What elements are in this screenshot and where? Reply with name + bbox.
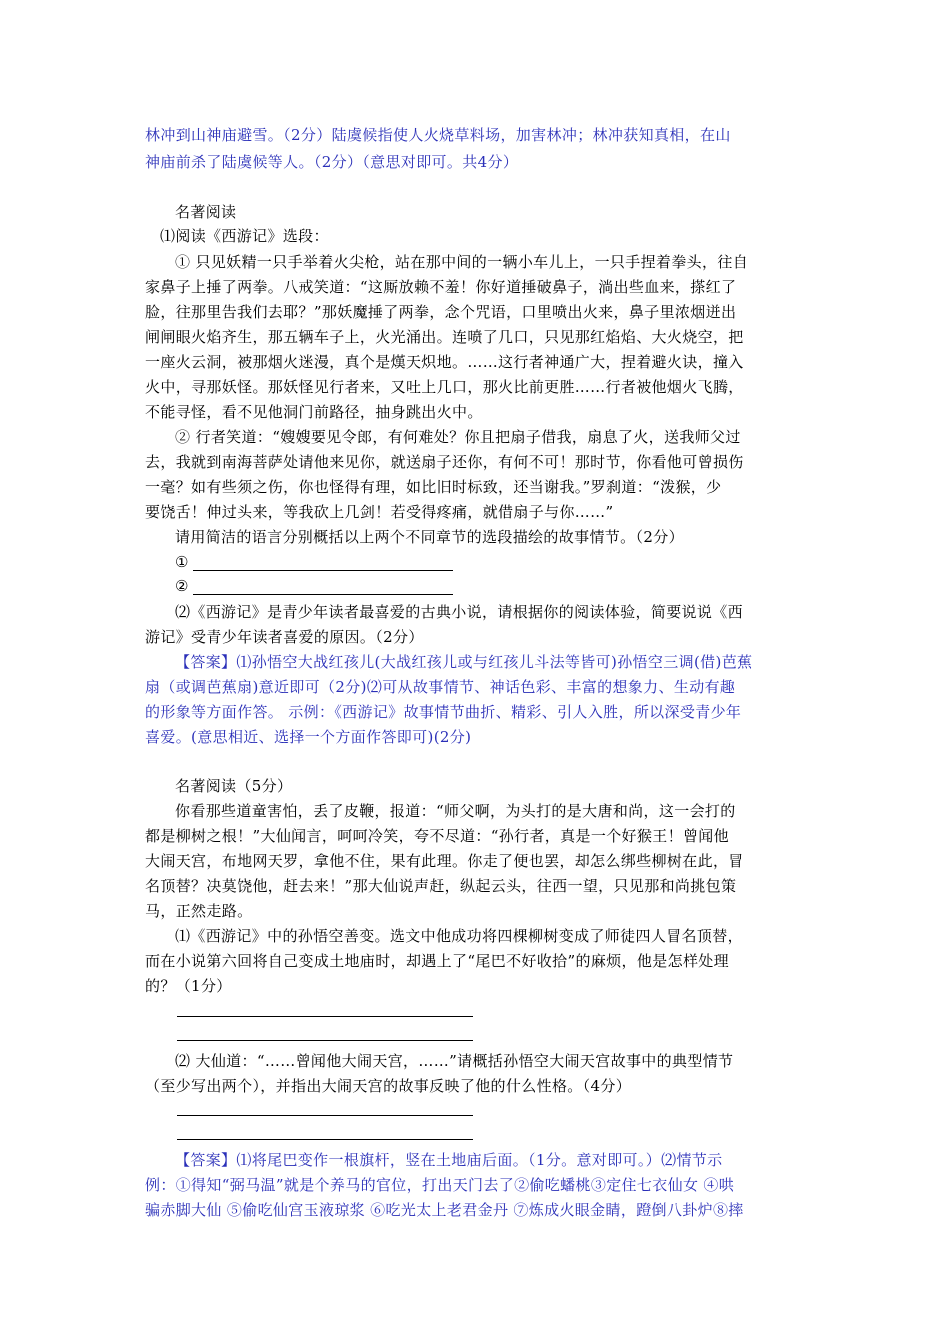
passage-line: 要饶舌！伸过头来，等我砍上几剑！若受得疼痛，就借扇子与你……”	[145, 503, 614, 521]
passage-line: ① 只见妖精一只手举着火尖枪，站在那中间的一辆小车儿上，一只手捏着拳头，往自	[175, 253, 749, 271]
answer-line: 神庙前杀了陆虞候等人。（2分）（意思对即可。共4分）	[145, 153, 519, 171]
passage-line: 不能寻怪，看不见他洞门前路径，抽身跳出火中。	[145, 403, 483, 421]
answer-line: 【答案】⑴孙悟空大战红孩儿(大战红孩儿或与红孩儿斗法等皆可)孙悟空三调(借)芭蕉	[175, 653, 753, 671]
question-line: ⑴《西游记》中的孙悟空善变。选文中他成功将四棵柳树变成了师徒四人冒名顶替，	[175, 927, 743, 945]
answer-line: 【答案】⑴将尾巴变作一根旗杆，竖在土地庙后面。（1分。意对即可。）⑵情节示	[175, 1151, 723, 1169]
passage-line: 一毫？如有些须之伤，你也怪得有理，如比旧时标致，还当谢我。”罗刹道：“泼猴，少	[145, 478, 722, 496]
passage-line: 名顶替？决莫饶他，赶去来！”那大仙说声赶，纵起云头，往西一望，只见那和尚挑包策	[145, 877, 737, 895]
answer-blank[interactable]	[193, 594, 453, 595]
answer-blank[interactable]	[193, 570, 453, 571]
question-line: （至少写出两个），并指出大闹天宫的故事反映了他的什么性格。（4分）	[145, 1077, 632, 1095]
answer-line: 例：①得知“弼马温”就是个养马的官位，打出天门去了②偷吃蟠桃③定住七衣仙女 ④哄	[145, 1176, 735, 1194]
answer-line: 骗赤脚大仙 ⑤偷吃仙宫玉液琼浆 ⑥吃光太上老君金丹 ⑦炼成火眼金睛，蹬倒八卦炉⑧摔	[145, 1201, 744, 1219]
question-line: ⑵ 大仙道：“……曾闻他大闹天宫，……”请概括孙悟空大闹天宫故事中的典型情节	[175, 1052, 734, 1070]
answer-line: 喜爱。(意思相近、选择一个方面作答即可)(2分)	[145, 728, 472, 746]
section-heading: 名著阅读	[175, 203, 237, 221]
passage-line: 脸，往那里告我们去耶？”那妖魔捶了两拳，念个咒语，口里喷出火来，鼻子里浓烟迸出	[145, 303, 737, 321]
passage-line: ② 行者笑道：“嫂嫂要见令郎，有何难处？你且把扇子借我，扇息了火，送我师父过	[175, 428, 741, 446]
answer-line: 扇（或调芭蕉扇)意近即可（2分)⑵可从故事情节、神话色彩、丰富的想象力、生动有趣	[145, 678, 736, 696]
question-line: 游记》受青少年读者喜爱的原因。（2分）	[145, 628, 424, 646]
passage-line: 去，我就到南海菩萨处请他来见你，就送扇子还你，有何不可！那时节，你看他可曾损伤	[145, 453, 744, 471]
answer-line: 的形象等方面作答。 示例：《西游记》故事情节曲折、精彩、引人入胜，所以深受青少年	[145, 703, 742, 721]
section-heading: 名著阅读（5分）	[175, 777, 293, 795]
passage-line: 马，正然走路。	[145, 902, 253, 920]
question-line: ⑵《西游记》是青少年读者最喜爱的古典小说，请根据你的阅读体验，简要说说《西	[175, 603, 743, 621]
passage-line: 一座火云洞，被那烟火迷漫，真个是熯天炽地。……这行者神通广大，捏着避火诀，撞入	[145, 353, 744, 371]
answer-blank[interactable]	[177, 1139, 473, 1140]
question-intro: ⑴阅读《西游记》选段：	[160, 227, 329, 245]
question-line: 而在小说第六回将自己变成土地庙时，却遇上了“尾巴不好收拾”的麻烦，他是怎样处理	[145, 952, 729, 970]
question-prompt: 请用简洁的语言分别概括以上两个不同章节的选段描绘的故事情节。（2分）	[175, 528, 684, 546]
passage-line: 大闹天宫，布地网天罗，拿他不住，果有此理。你走了便也罢，却怎么绑些柳树在此，冒	[145, 852, 744, 870]
answer-blank[interactable]	[177, 1115, 473, 1116]
passage-line: 闸闸眼火焰齐生，那五辆车子上，火光涌出。连喷了几口，只见那红焰焰、大火烧空，把	[145, 328, 744, 346]
blank-label: ②	[175, 577, 189, 595]
answer-line: 林冲到山神庙避雪。（2分）陆虞候指使人火烧草料场，加害林冲；林冲获知真相，在山	[145, 126, 731, 144]
question-line: 的？（1分）	[145, 977, 232, 995]
passage-line: 都是柳树之根！”大仙闻言，呵呵冷笑，夸不尽道：“孙行者，真是一个好猴王！曾闻他	[145, 827, 729, 845]
answer-blank[interactable]	[177, 1016, 473, 1017]
answer-blank[interactable]	[177, 1040, 473, 1041]
passage-line: 火中，寻那妖怪。那妖怪见行者来，又吐上几口，那火比前更胜……行者被他烟火飞腾，	[145, 378, 744, 396]
blank-label: ①	[175, 553, 189, 571]
passage-line: 家鼻子上捶了两拳。八戒笑道：“这厮放赖不羞！你好道捶破鼻子，淌出些血来，搽红了	[145, 278, 737, 296]
passage-line: 你看那些道童害怕，丢了皮鞭，报道：“师父啊，为头打的是大唐和尚，这一会打的	[175, 802, 736, 820]
